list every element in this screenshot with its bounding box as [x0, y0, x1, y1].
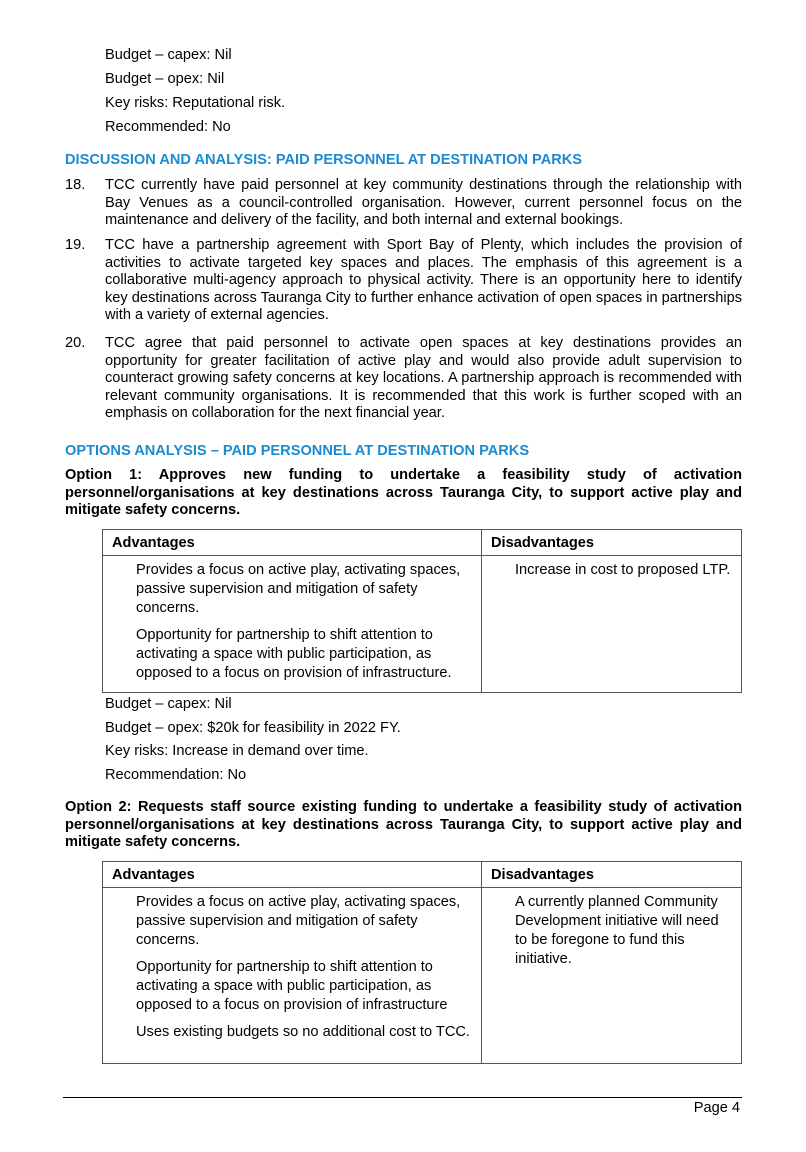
list-item: Increase in cost to proposed LTP.: [491, 561, 732, 580]
checkbox-bullet-icon: [491, 893, 515, 969]
prev-recommended: Recommended: No: [105, 119, 231, 135]
option1-title: Option 1: Approves new funding to undertake a feasibility study of activation personnel/organisations at key destinations across Tauranga City, to support active play and mitigate safety concerns.: [65, 467, 742, 519]
option2-table: [102, 861, 742, 1064]
list-item: A currently planned Community Development initiative will need to be foregone to fund this initiative.: [491, 893, 732, 969]
advantages-header: Advantages: [103, 862, 482, 888]
option1-budget-opex: Budget – opex: $20k for feasibility in 2022 FY.: [105, 720, 401, 736]
checkbox-bullet-icon: [112, 893, 136, 950]
list-item: Provides a focus on active play, activating spaces, passive supervision and mitigation of safety concerns.: [112, 893, 472, 950]
paragraph-text: TCC agree that paid personnel to activate open spaces at key destinations provides an opportunity for greater facilitation of active play and would also provide adult supervision to counteract growing safety concerns at key locations. A partnership approach is recommended with relevant community organisations. It is recommended that this work is further scoped with an emphasis on collaboration for the next financial year.: [105, 335, 742, 422]
prev-budget-opex: Budget – opex: Nil: [105, 71, 225, 87]
option1-recommendation: Recommendation: No: [105, 767, 247, 783]
advantages-header: Advantages: [103, 530, 482, 556]
option2-title: Option 2: Requests staff source existing funding to undertake a feasibility study of activation personnel/organisations at key destinations across Tauranga City, to support active play and mitigate safety concerns.: [65, 799, 742, 851]
prev-budget-capex: Budget – capex: Nil: [105, 47, 232, 63]
paragraph-text: TCC currently have paid personnel at key community destinations through the relationship with Bay Venues as a council-controlled organisation. However, current personnel focus on the maintenance and delivery of the facility, and both internal and external bookings.: [105, 177, 742, 229]
paragraph-20: [65, 335, 742, 423]
discussion-heading: DISCUSSION AND ANALYSIS: PAID PERSONNEL AT DESTINATION PARKS: [65, 152, 583, 168]
checkbox-bullet-icon: [112, 626, 136, 683]
list-item: Uses existing budgets so no additional cost to TCC.: [112, 1023, 472, 1042]
paragraph-text: TCC have a partnership agreement with Sport Bay of Plenty, which includes the provision of activities to activate targeted key spaces and places. The emphasis of this agreement is a collaborative multi-agency approach to physical activity. There is an opportunity here to identify key destinations across Tauranga City to further enhance activation of open spaces in partnerships with a variety of external agencies.: [105, 237, 742, 324]
checkbox-bullet-icon: [491, 561, 515, 580]
paragraph-18: [65, 177, 742, 230]
checkbox-bullet-icon: [112, 1023, 136, 1042]
option1-key-risks: Key risks: Increase in demand over time.: [105, 743, 369, 759]
paragraph-number: 18.: [65, 177, 86, 193]
paragraph-number: 20.: [65, 335, 86, 351]
disadvantages-cell: [482, 556, 742, 693]
checkbox-bullet-icon: [112, 561, 136, 618]
paragraph-number: 19.: [65, 237, 86, 253]
advantages-cell: [103, 556, 482, 693]
prev-key-risks: Key risks: Reputational risk.: [105, 95, 286, 111]
list-item: Opportunity for partnership to shift attention to activating a space with public participation, as opposed to a focus on provision of infrastructure: [112, 958, 472, 1015]
checkbox-bullet-icon: [112, 958, 136, 1015]
paragraph-19: [65, 237, 742, 325]
list-item: Opportunity for partnership to shift attention to activating a space with public participation, as opposed to a focus on provision of infrastructure.: [112, 626, 472, 683]
advantages-cell: [103, 888, 482, 1064]
page-number: Page 4: [693, 1100, 740, 1116]
disadvantages-header: Disadvantages: [482, 530, 742, 556]
disadvantages-cell: [482, 888, 742, 1064]
option1-table: [102, 529, 742, 693]
options-heading: OPTIONS ANALYSIS – PAID PERSONNEL AT DESTINATION PARKS: [65, 443, 530, 459]
disadvantages-header: Disadvantages: [482, 862, 742, 888]
list-item: Provides a focus on active play, activating spaces, passive supervision and mitigation of safety concerns.: [112, 561, 472, 618]
footer-divider: [63, 1097, 742, 1098]
option1-budget-capex: Budget – capex: Nil: [105, 696, 232, 712]
